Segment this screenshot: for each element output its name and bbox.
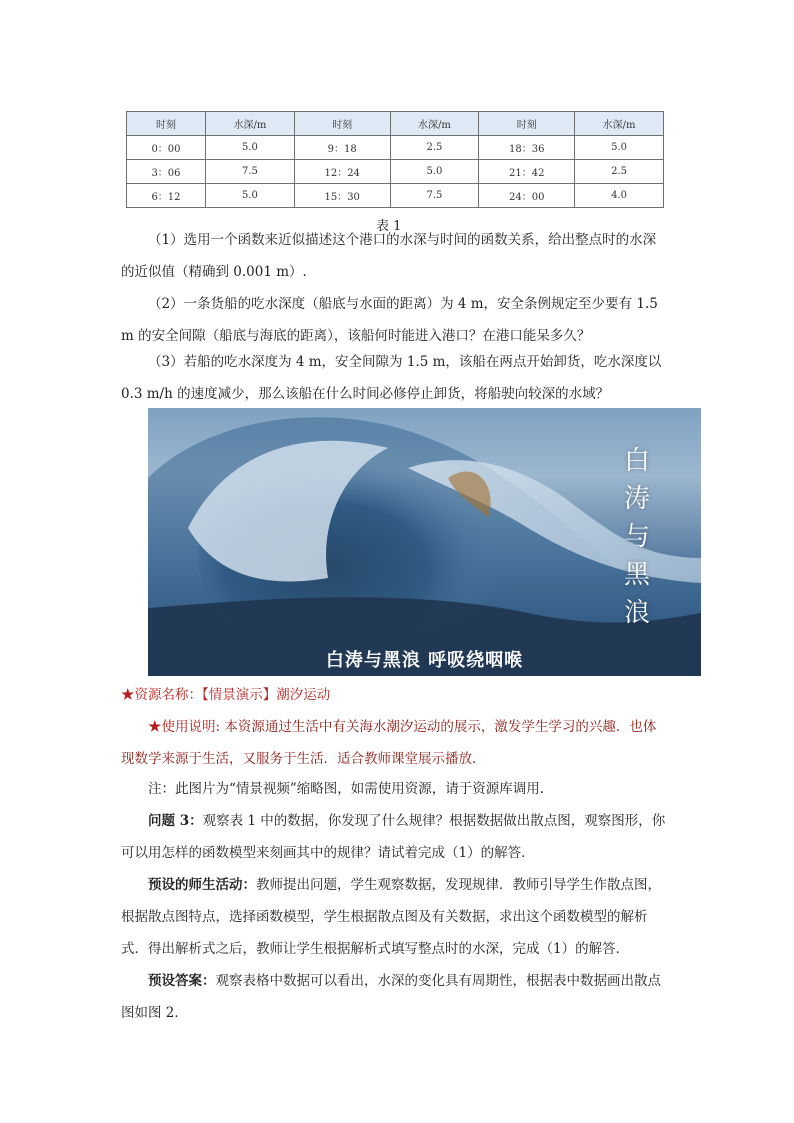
teacher-student-activity <box>121 869 681 965</box>
vertical-title-char: 与 <box>623 522 650 552</box>
preset-answer <box>121 965 681 1029</box>
vertical-title-char: 黑 <box>623 560 650 590</box>
resource-name-line <box>121 679 681 711</box>
problem-3-line-1 <box>121 805 681 837</box>
question-3 <box>121 346 681 410</box>
question-1-line-1: （1）选用一个函数来近似描述这个港口的水深与时间的函数关系，给出整点时的水深 <box>148 232 657 248</box>
table-cell: 2.5 <box>390 136 479 160</box>
table-header-row <box>127 112 664 136</box>
vertical-title-char: 浪 <box>623 598 650 628</box>
answer-text-1: 观察表格中数据可以看出，水深的变化具有周期性，根据表中数据画出散点 <box>215 973 661 989</box>
problem-3-line-2: 可以用怎样的函数模型来刻画其中的规律？请试着完成（1）的解答． <box>121 845 535 861</box>
question-3-line-1: （3）若船的吃水深度为 4 m，安全间隙为 1.5 m，该船在两点开始卸货，吃水深度以 <box>148 354 662 370</box>
vertical-title-char: 涛 <box>623 484 650 514</box>
table-header-cell: 时刻 <box>127 112 206 136</box>
resource-usage-label: ★使用说明: <box>148 719 221 735</box>
table-row <box>127 160 664 184</box>
table-header-cell: 水深/m <box>205 112 294 136</box>
tide-video-thumbnail[interactable] <box>148 408 701 676</box>
table-cell: 15：30 <box>294 184 390 208</box>
answer-line-1 <box>121 965 681 997</box>
table-cell: 24：00 <box>479 184 575 208</box>
table-cell: 4.0 <box>575 184 664 208</box>
table-row <box>127 136 664 160</box>
answer-label: 预设答案： <box>148 973 216 989</box>
table-cell: 12：24 <box>294 160 390 184</box>
table-header-cell: 水深/m <box>575 112 664 136</box>
activity-text-1: 教师提出问题，学生观察数据，发现规律．教师引导学生作散点图， <box>256 877 661 893</box>
resource-name-label: ★资源名称： <box>121 687 202 703</box>
answer-line-2: 图如图 2． <box>121 1005 188 1021</box>
table-cell: 0：00 <box>127 136 206 160</box>
table-cell: 7.5 <box>205 160 294 184</box>
table-cell: 5.0 <box>575 136 664 160</box>
video-vertical-title <box>617 442 657 632</box>
table-cell: 5.0 <box>205 136 294 160</box>
question-2-line-1: （2）一条货船的吃水深度（船底与水面的距离）为 4 m，安全条例规定至少要有 1.5 <box>148 296 658 312</box>
problem-3-label: 问题 3： <box>148 813 203 829</box>
table-header-cell: 水深/m <box>390 112 479 136</box>
activity-line-1 <box>121 869 681 901</box>
table-cell: 5.0 <box>205 184 294 208</box>
image-note: 注：此图片为“情景视频”缩略图，如需使用资源，请于资源库调用. <box>148 781 545 797</box>
activity-line-3: 式．得出解析式之后，教师让学生根据解析式填写整点时的水深，完成（1）的解答． <box>121 941 630 957</box>
question-1-line-2: 的近似值（精确到 0.001 m）. <box>121 264 307 280</box>
table-cell: 2.5 <box>575 160 664 184</box>
question-2-line-2: m 的安全间隙（船底与海底的距离），该船何时能进入港口？在港口能呆多久？ <box>121 328 591 344</box>
table-row <box>127 184 664 208</box>
problem-3 <box>121 805 681 869</box>
table-cell: 9：18 <box>294 136 390 160</box>
problem-3-text-1: 观察表 1 中的数据，你发现了什么规律？根据数据做出散点图，观察图形，你 <box>202 813 666 829</box>
video-subtitle: 白涛与黑浪 呼吸绕咽喉 <box>325 650 524 671</box>
resource-name-value: 【情景演示】潮汐运动 <box>202 687 331 703</box>
table-cell: 18：36 <box>479 136 575 160</box>
table-header-cell: 时刻 <box>479 112 575 136</box>
question-1 <box>121 224 681 288</box>
table-cell: 3：06 <box>127 160 206 184</box>
activity-line-2: 根据散点图特点，选择函数模型，学生根据散点图及有关数据，求出这个函数模型的解析 <box>121 909 648 925</box>
activity-label: 预设的师生活动： <box>148 877 256 893</box>
table-cell: 7.5 <box>390 184 479 208</box>
table-cell: 6：12 <box>127 184 206 208</box>
table-caption: 表 1 <box>376 219 402 234</box>
table-cell: 5.0 <box>390 160 479 184</box>
resource-usage <box>121 711 681 775</box>
table-header-cell: 时刻 <box>294 112 390 136</box>
resource-usage-text-1: 本资源通过生活中有关海水潮汐运动的展示，激发学生学习的兴趣．也体 <box>220 719 657 735</box>
vertical-title-char: 白 <box>623 446 650 476</box>
question-3-line-2: 0.3 m/h 的速度减少，那么该船在什么时间必修停止卸货，将船驶向较深的水域？ <box>121 386 610 402</box>
question-2 <box>121 288 681 352</box>
resource-usage-line-1 <box>121 711 681 743</box>
table-cell: 21：42 <box>479 160 575 184</box>
tide-data-table <box>126 111 664 208</box>
resource-usage-line-2: 现数学来源于生活，又服务于生活．适合教师课堂展示播放． <box>121 751 486 767</box>
